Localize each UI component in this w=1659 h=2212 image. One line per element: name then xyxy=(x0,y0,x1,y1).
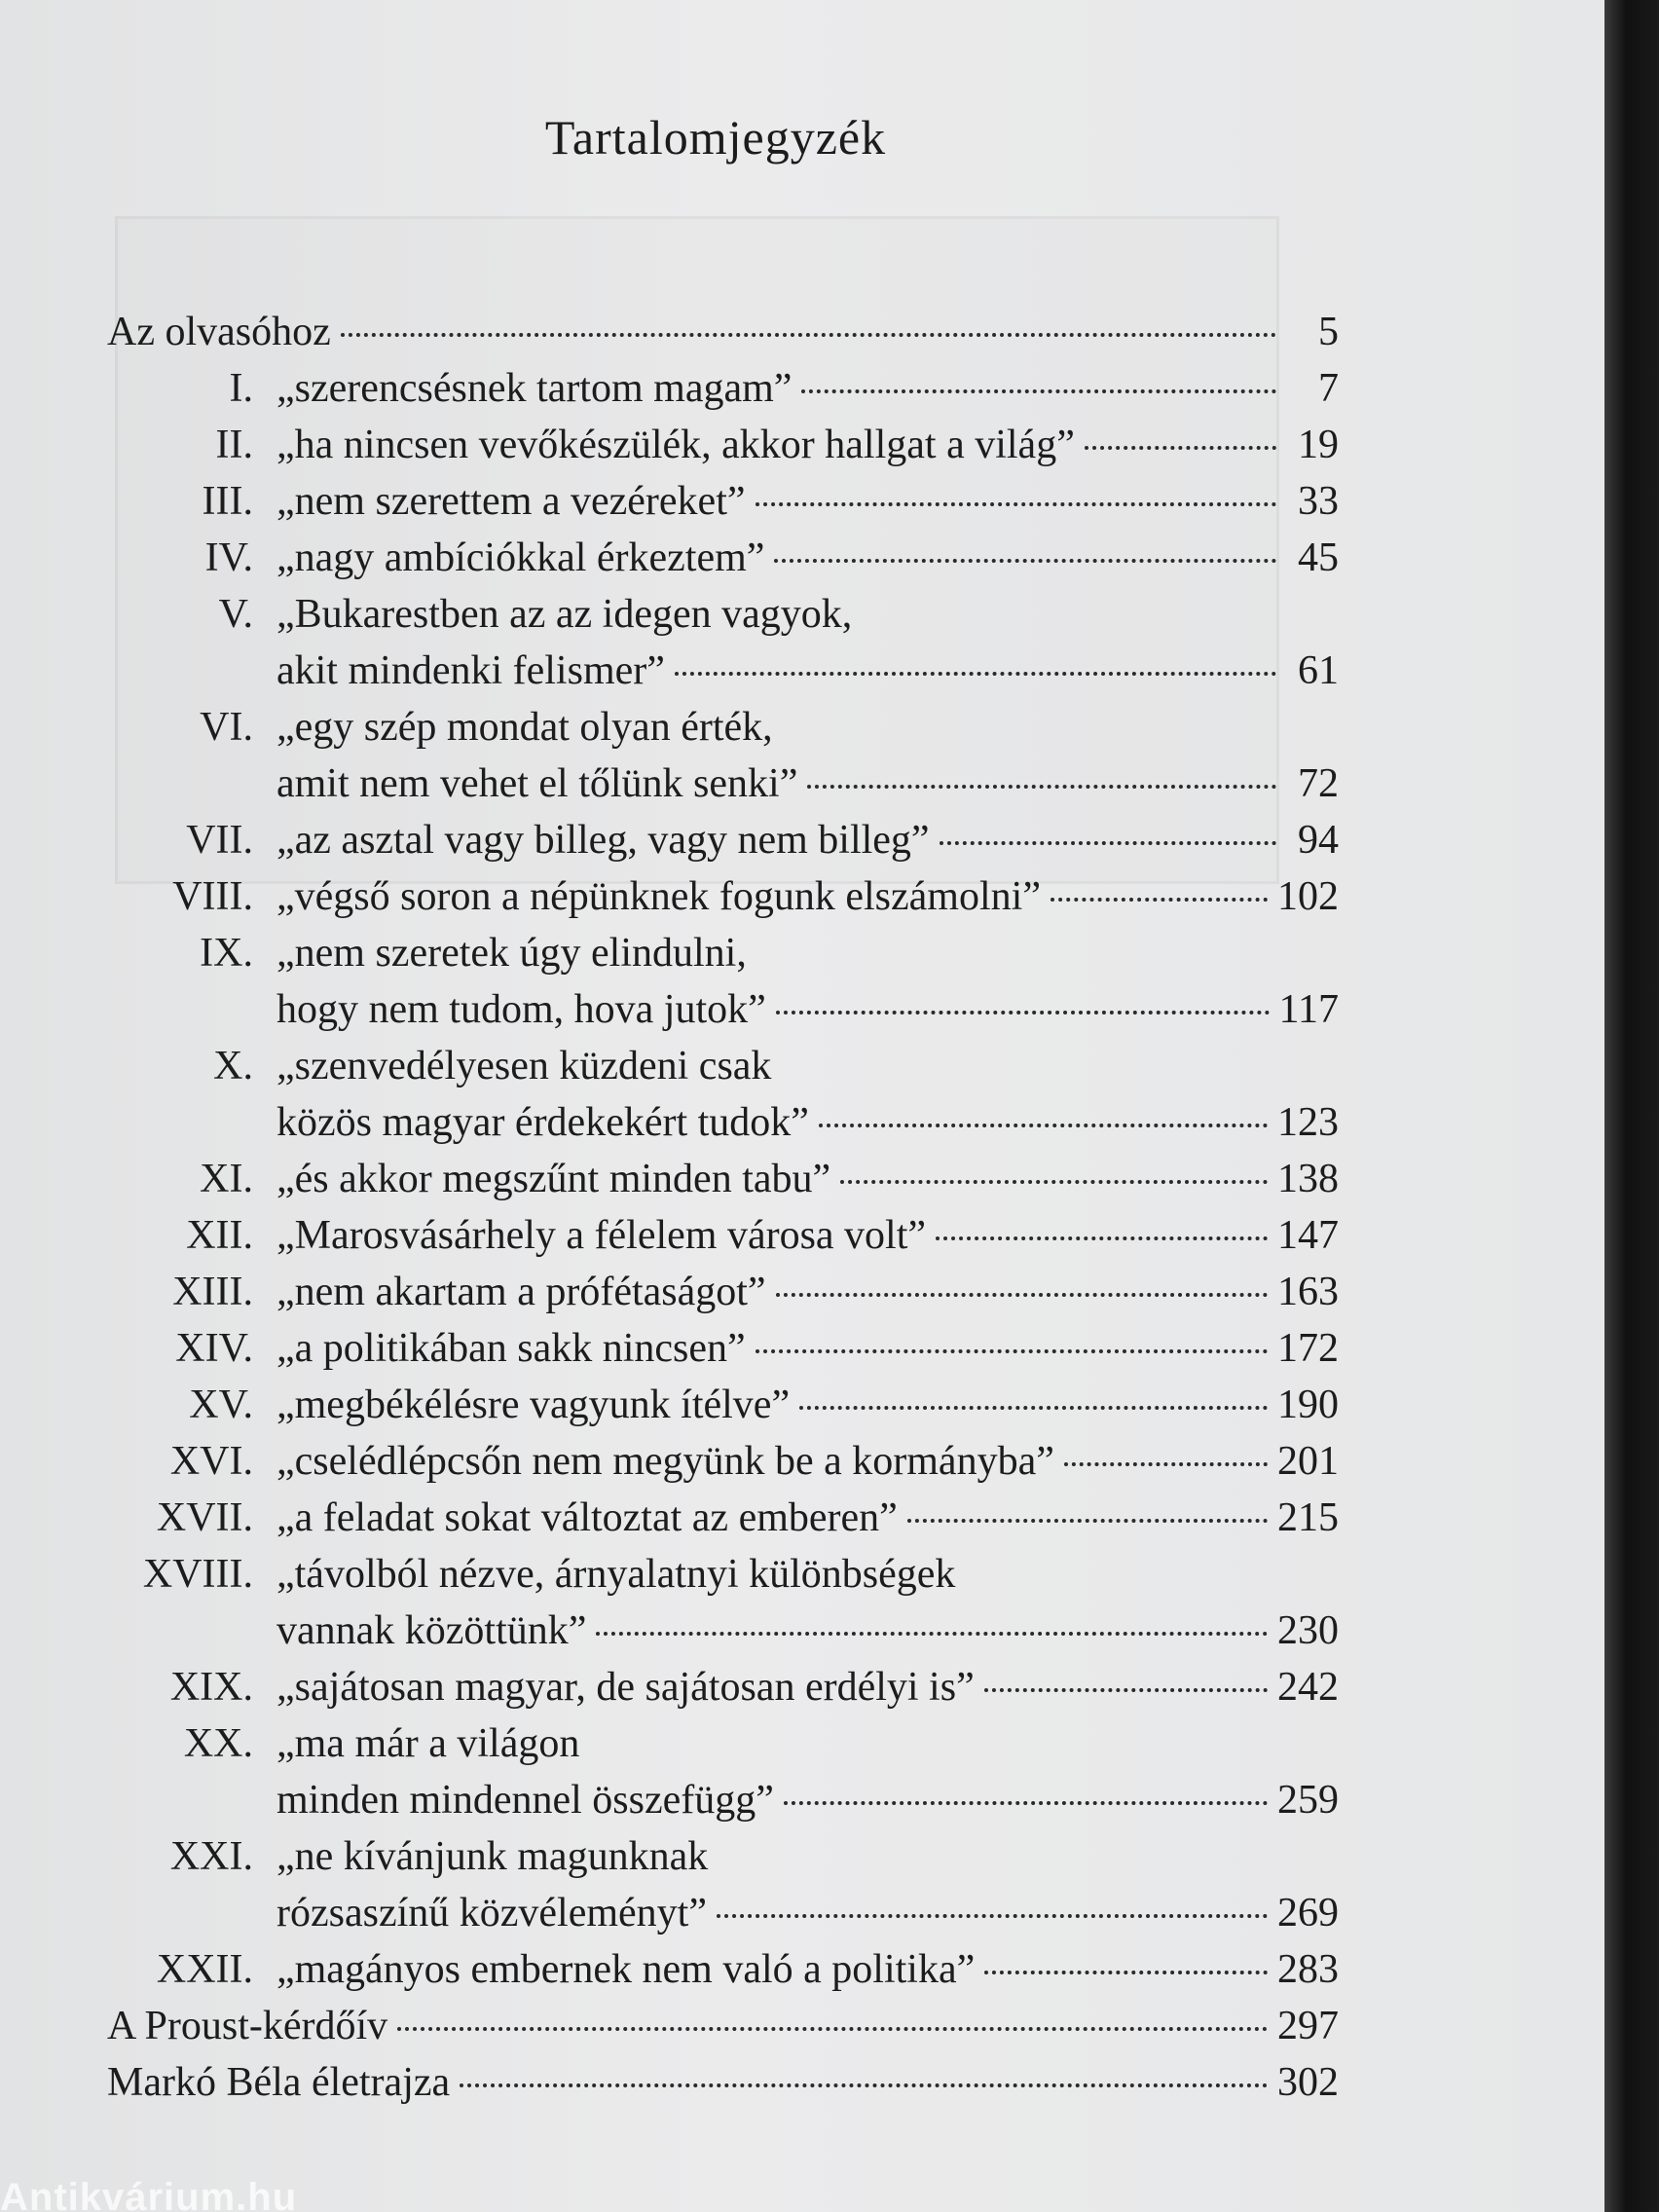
chapter-number: XIII. xyxy=(172,1270,253,1314)
dot-leader xyxy=(940,841,1276,845)
entry-line xyxy=(276,812,1339,868)
dot-leader xyxy=(756,502,1276,506)
entry-title: rózsaszínű közvéleményt” xyxy=(276,1891,707,1936)
entry-line xyxy=(276,1320,1339,1377)
chapter-number: XII. xyxy=(186,1213,253,1258)
dot-leader xyxy=(776,1293,1268,1297)
entry-title: amit nem vehet el tőlünk senki” xyxy=(276,761,798,806)
toc-entry xyxy=(107,1038,1339,1151)
entry-body xyxy=(107,304,1339,360)
dot-leader xyxy=(1085,446,1276,450)
entry-title: „cselédlépcsőn nem megyünk be a kormányba” xyxy=(276,1439,1054,1484)
entry-body xyxy=(276,417,1339,473)
page-number: 283 xyxy=(1277,1947,1339,1992)
entry-title: „Bukarestben az az idegen vagyok, xyxy=(276,592,853,637)
entry-title: „ne kívánjunk magunknak xyxy=(276,1834,709,1879)
toc-entry xyxy=(107,868,1339,925)
entry-body xyxy=(276,699,1339,812)
entry-title: „a feladat sokat változtat az emberen” xyxy=(276,1495,898,1540)
page-number: 172 xyxy=(1277,1326,1339,1371)
entry-body xyxy=(276,586,1339,699)
entry-title: „nem szerettem a vezéreket” xyxy=(276,479,746,524)
page-number: 230 xyxy=(1277,1608,1339,1653)
entry-title: „sajátosan magyar, de sajátosan erdélyi is” xyxy=(276,1665,975,1710)
entry-line xyxy=(276,1715,1339,1772)
page-number: 102 xyxy=(1277,874,1339,919)
entry-title: „ha nincsen vevőkészülék, akkor hallgat a világ” xyxy=(276,423,1075,467)
page-number: 138 xyxy=(1277,1157,1339,1201)
page-number: 72 xyxy=(1298,761,1339,806)
toc-entry xyxy=(107,1433,1339,1490)
chapter-number: III. xyxy=(202,479,253,524)
entry-title: „ma már a világon xyxy=(276,1721,580,1766)
entry-title: „Marosvásárhely a félelem városa volt” xyxy=(276,1213,927,1258)
page-number: 163 xyxy=(1277,1270,1339,1314)
entry-line xyxy=(276,530,1339,586)
entry-body xyxy=(276,1264,1339,1320)
entry-line xyxy=(107,304,1339,360)
dot-leader xyxy=(807,785,1276,789)
entry-line xyxy=(276,1151,1339,1207)
chapter-number: II. xyxy=(215,423,253,467)
entry-title: „távolból nézve, árnyalatnyi különbségek xyxy=(276,1552,956,1597)
dot-leader xyxy=(799,1406,1268,1410)
entry-body xyxy=(276,1377,1339,1433)
page-number: 269 xyxy=(1277,1891,1339,1936)
entry-line xyxy=(276,699,1339,756)
chapter-number: IX. xyxy=(200,931,253,976)
toc-entry xyxy=(107,304,1339,360)
entry-title: „egy szép mondat olyan érték, xyxy=(276,705,773,750)
entry-body xyxy=(276,868,1339,925)
entry-body xyxy=(276,1490,1339,1546)
entry-title: „az asztal vagy billeg, vagy nem billeg” xyxy=(276,818,930,863)
dot-leader xyxy=(801,389,1276,393)
page-number: 302 xyxy=(1277,2060,1339,2105)
entry-line xyxy=(276,1828,1339,1885)
entry-body xyxy=(276,1320,1339,1377)
toc-entry xyxy=(107,1546,1339,1659)
chapter-number: VII. xyxy=(186,818,253,863)
chapter-number: VIII. xyxy=(172,874,253,919)
toc-entry xyxy=(107,1659,1339,1715)
page-number: 215 xyxy=(1277,1495,1339,1540)
page-number: 201 xyxy=(1277,1439,1339,1484)
toc-entry xyxy=(107,1998,1339,2054)
dot-leader xyxy=(756,1349,1268,1353)
entry-line xyxy=(276,1207,1339,1264)
entry-line xyxy=(276,868,1339,925)
entry-line xyxy=(276,360,1339,417)
dot-leader xyxy=(984,1971,1268,1974)
page-number: 259 xyxy=(1277,1778,1339,1823)
entry-title: Az olvasóhoz xyxy=(107,310,331,354)
chapter-number: XIX. xyxy=(169,1665,253,1710)
entry-title: „és akkor megszűnt minden tabu” xyxy=(276,1157,831,1201)
toc-entry xyxy=(107,530,1339,586)
chapter-number: XV. xyxy=(189,1382,253,1427)
entry-line xyxy=(276,643,1339,699)
page-number: 147 xyxy=(1277,1213,1339,1258)
entry-body xyxy=(276,1659,1339,1715)
entry-title: közös magyar érdekekért tudok” xyxy=(276,1100,809,1145)
page-number: 33 xyxy=(1298,479,1339,524)
dot-leader xyxy=(341,333,1276,337)
entry-body xyxy=(276,473,1339,530)
page-number: 19 xyxy=(1298,423,1339,467)
entry-title: hogy nem tudom, hova jutok” xyxy=(276,987,766,1032)
entry-title: „szenvedélyesen küzdeni csak xyxy=(276,1044,772,1088)
entry-line xyxy=(276,1433,1339,1490)
entry-title: A Proust-kérdőív xyxy=(107,2004,388,2048)
toc-entry xyxy=(107,1151,1339,1207)
dot-leader xyxy=(460,2083,1268,2087)
dot-leader xyxy=(776,1011,1270,1014)
entry-title: minden mindennel összefügg” xyxy=(276,1778,774,1823)
dot-leader xyxy=(840,1180,1268,1184)
entry-line xyxy=(276,1490,1339,1546)
dot-leader xyxy=(819,1124,1268,1127)
entry-title: „végső soron a népünknek fogunk elszámolni” xyxy=(276,874,1041,919)
entry-line xyxy=(107,1998,1339,2054)
entry-title: „szerencsésnek tartom magam” xyxy=(276,366,793,411)
chapter-number: XI. xyxy=(200,1157,253,1201)
table-of-contents xyxy=(107,304,1339,2111)
chapter-number: XXII. xyxy=(156,1947,253,1992)
entry-body xyxy=(276,1433,1339,1490)
page-title: Tartalomjegyzék xyxy=(544,110,887,165)
page-number: 94 xyxy=(1298,818,1339,863)
toc-entry xyxy=(107,925,1339,1038)
dot-leader xyxy=(984,1688,1268,1692)
toc-entry xyxy=(107,2054,1339,2111)
chapter-number: XIV. xyxy=(175,1326,253,1371)
entry-title: „megbékélésre vagyunk ítélve” xyxy=(276,1382,791,1427)
toc-entry xyxy=(107,1377,1339,1433)
entry-title: „nem szeretek úgy elindulni, xyxy=(276,931,747,976)
chapter-number: XXI. xyxy=(169,1834,253,1879)
chapter-number: V. xyxy=(218,592,253,637)
entry-line xyxy=(276,1772,1339,1828)
entry-body xyxy=(276,1546,1339,1659)
dot-leader xyxy=(1051,898,1268,902)
toc-entry xyxy=(107,586,1339,699)
entry-line xyxy=(276,1885,1339,1941)
entry-title: „a politikában sakk nincsen” xyxy=(276,1326,746,1371)
entry-body xyxy=(276,530,1339,586)
entry-line xyxy=(276,1094,1339,1151)
dot-leader xyxy=(397,2027,1268,2031)
toc-entry xyxy=(107,360,1339,417)
entry-body xyxy=(276,812,1339,868)
entry-body xyxy=(276,1941,1339,1998)
entry-line xyxy=(276,1038,1339,1094)
toc-entry xyxy=(107,417,1339,473)
toc-entry xyxy=(107,1941,1339,1998)
entry-line xyxy=(276,981,1339,1038)
page-number: 5 xyxy=(1318,310,1339,354)
entry-title: akit mindenki felismer” xyxy=(276,648,665,693)
entry-line xyxy=(276,1941,1339,1998)
entry-title: Markó Béla életrajza xyxy=(107,2060,451,2105)
entry-line xyxy=(276,473,1339,530)
toc-entry xyxy=(107,473,1339,530)
entry-body xyxy=(276,1151,1339,1207)
entry-title: vannak közöttünk” xyxy=(276,1608,587,1653)
entry-body xyxy=(107,1998,1339,2054)
book-spine-edge xyxy=(1604,0,1659,2212)
toc-entry xyxy=(107,812,1339,868)
entry-body xyxy=(276,360,1339,417)
toc-entry xyxy=(107,1490,1339,1546)
entry-body xyxy=(276,1828,1339,1941)
entry-title: „magányos embernek nem való a politika” xyxy=(276,1947,976,1992)
page-number: 190 xyxy=(1277,1382,1339,1427)
toc-entry xyxy=(107,1715,1339,1828)
watermark: Antikvárium.hu xyxy=(0,2176,298,2212)
dot-leader xyxy=(784,1801,1268,1805)
page-number: 45 xyxy=(1298,535,1339,580)
entry-body xyxy=(107,2054,1339,2111)
chapter-number: I. xyxy=(229,366,253,411)
entry-title: „nagy ambíciókkal érkeztem” xyxy=(276,535,765,580)
chapter-number: X. xyxy=(213,1044,253,1088)
chapter-number: XVI. xyxy=(169,1439,253,1484)
entry-title: „nem akartam a prófétaságot” xyxy=(276,1270,766,1314)
page-number: 7 xyxy=(1318,366,1339,411)
chapter-number: XVIII. xyxy=(142,1552,253,1597)
entry-line xyxy=(276,1659,1339,1715)
entry-line xyxy=(276,925,1339,981)
entry-line xyxy=(276,1264,1339,1320)
entry-line xyxy=(276,1377,1339,1433)
page-number: 297 xyxy=(1277,2004,1339,2048)
toc-entry xyxy=(107,1264,1339,1320)
entry-line xyxy=(276,1603,1339,1659)
entry-body xyxy=(276,1207,1339,1264)
dot-leader xyxy=(675,672,1276,676)
dot-leader xyxy=(1064,1462,1268,1466)
entry-line xyxy=(276,586,1339,643)
toc-entry xyxy=(107,699,1339,812)
page-number: 123 xyxy=(1277,1100,1339,1145)
entry-line xyxy=(276,756,1339,812)
page-number: 117 xyxy=(1278,987,1339,1032)
dot-leader xyxy=(717,1914,1268,1918)
dot-leader xyxy=(774,559,1276,563)
toc-entry xyxy=(107,1207,1339,1264)
entry-line xyxy=(276,1546,1339,1603)
entry-body xyxy=(276,925,1339,1038)
chapter-number: IV. xyxy=(204,535,253,580)
entry-body xyxy=(276,1038,1339,1151)
chapter-number: XVII. xyxy=(156,1495,253,1540)
entry-line xyxy=(107,2054,1339,2111)
page-number: 242 xyxy=(1277,1665,1339,1710)
toc-entry xyxy=(107,1320,1339,1377)
page-number: 61 xyxy=(1298,648,1339,693)
dot-leader xyxy=(596,1632,1268,1636)
chapter-number: VI. xyxy=(200,705,253,750)
entry-line xyxy=(276,417,1339,473)
chapter-number: XX. xyxy=(183,1721,253,1766)
entry-body xyxy=(276,1715,1339,1828)
dot-leader xyxy=(907,1519,1268,1523)
dot-leader xyxy=(936,1236,1268,1240)
toc-entry xyxy=(107,1828,1339,1941)
